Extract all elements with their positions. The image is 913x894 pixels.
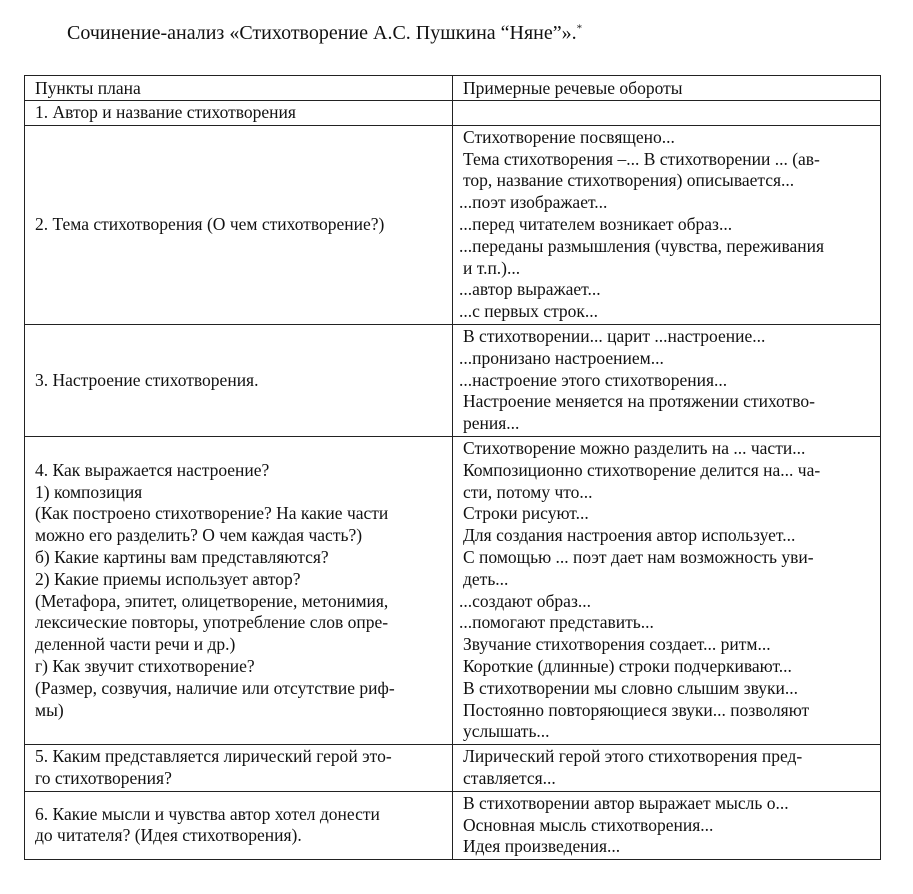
phrase-line: ...пронизано настроением... <box>459 347 664 368</box>
plan-item-line: 2. Тема стихотворения (О чем стихотворение?) <box>35 213 385 234</box>
plan-item-cell <box>25 791 453 859</box>
plan-item-line: до читателя? (Идея стихотворения). <box>35 825 302 846</box>
phrases-cell <box>453 125 881 324</box>
column-header-phrases: Примерные речевые обороты <box>453 76 881 101</box>
phrase-line: Идея произведения... <box>463 836 621 857</box>
phrase-line: С помощью ... поэт дает нам возможность уви- <box>463 546 814 567</box>
phrase-line: Звучание стихотворения создает... ритм... <box>463 634 771 655</box>
plan-item-line: го стихотворения? <box>35 767 172 788</box>
phrase-line: деть... <box>463 568 509 589</box>
plan-item-line: 5. Каким представляется лирический герой это- <box>35 746 392 767</box>
phrase-line: ставляется... <box>463 767 556 788</box>
plan-item-cell <box>25 436 453 744</box>
table-row <box>25 745 881 792</box>
plan-item-line: лексические повторы, употребление слов опре- <box>35 612 389 633</box>
plan-item-line: б) Какие картины вам представляются? <box>35 546 329 567</box>
document-title <box>67 20 582 46</box>
plan-item-line: деленной части речи и др.) <box>35 634 236 655</box>
phrase-line: Тема стихотворения –... В стихотворении ... (ав- <box>463 148 820 169</box>
phrase-line: ...с первых строк... <box>459 301 599 322</box>
phrase-line: Стихотворение можно разделить на ... части... <box>463 437 806 458</box>
plan-item-line: (Размер, созвучия, наличие или отсутствие риф- <box>35 677 395 698</box>
table-row <box>25 324 881 436</box>
phrase-line: рения... <box>463 413 520 434</box>
phrase-line: Стихотворение посвящено... <box>463 126 675 147</box>
phrase-line: ...создают образ... <box>459 590 591 611</box>
phrase-line: тор, название стихотворения) описывается... <box>463 170 795 191</box>
plan-table <box>24 75 881 860</box>
footnote-mark: * <box>576 22 583 35</box>
plan-item-line: (Метафора, эпитет, олицетворение, метонимия, <box>35 590 389 611</box>
plan-item-line: 6. Какие мысли и чувства автор хотел донести <box>35 803 380 824</box>
plan-item-line: 1) композиция <box>35 481 143 502</box>
plan-item-line: можно его разделить? О чем каждая часть?) <box>35 525 363 546</box>
phrase-line: ...настроение этого стихотворения... <box>459 369 728 390</box>
plan-item-cell <box>25 125 453 324</box>
phrase-line: ...перед читателем возникает образ... <box>459 213 733 234</box>
plan-item-cell <box>25 101 453 126</box>
phrase-line: Основная мысль стихотворения... <box>463 814 714 835</box>
phrase-line: и т.п.)... <box>463 257 521 278</box>
phrases-cell <box>453 101 881 126</box>
table-row <box>25 101 881 126</box>
phrases-cell <box>453 436 881 744</box>
phrase-line: Лирический герой этого стихотворения пред- <box>463 746 803 767</box>
phrases-cell <box>453 324 881 436</box>
column-header-plan: Пункты плана <box>25 76 453 101</box>
plan-item-line: (Как построено стихотворение? На какие части <box>35 503 389 524</box>
phrase-line: Строки рисуют... <box>463 503 589 524</box>
phrase-line: Для создания настроения автор использует... <box>463 525 796 546</box>
plan-item-cell <box>25 324 453 436</box>
plan-item-line: 1. Автор и название стихотворения <box>35 102 296 122</box>
phrases-cell <box>453 791 881 859</box>
table-header-row <box>25 76 881 101</box>
phrase-line: В стихотворении мы словно слышим звуки... <box>463 677 799 698</box>
phrase-line: В стихотворении автор выражает мысль о... <box>463 792 789 813</box>
title-text: Сочинение-анализ «Стихотворение А.С. Пушкина “Няне”». <box>67 22 577 44</box>
phrase-line: ...автор выражает... <box>459 279 601 300</box>
phrase-line: сти, потому что... <box>463 481 593 502</box>
phrase-line: Постоянно повторяющиеся звуки... позволяют <box>463 699 810 720</box>
table-row <box>25 791 881 859</box>
plan-item-cell <box>25 745 453 792</box>
table-row <box>25 436 881 744</box>
plan-item-line: мы) <box>35 699 64 720</box>
phrase-line: услышать... <box>463 721 550 742</box>
plan-item-line: 3. Настроение стихотворения. <box>35 369 259 390</box>
table-body <box>25 101 881 860</box>
phrases-cell <box>453 745 881 792</box>
phrase-line: Композиционно стихотворение делится на... ча- <box>463 459 821 480</box>
phrase-line: ...поэт изображает... <box>459 192 608 213</box>
plan-item-line: 2) Какие приемы использует автор? <box>35 568 301 589</box>
phrase-line: Настроение меняется на протяжении стихотво- <box>463 391 815 412</box>
plan-item-line: 4. Как выражается настроение? <box>35 459 270 480</box>
phrase-line: Короткие (длинные) строки подчеркивают... <box>463 655 792 676</box>
plan-item-line: г) Как звучит стихотворение? <box>35 655 255 676</box>
phrase-line: ...помогают представить... <box>459 612 654 633</box>
table-row <box>25 125 881 324</box>
phrase-line: ...переданы размышления (чувства, переживания <box>459 235 825 256</box>
phrase-line: В стихотворении... царит ...настроение... <box>463 325 766 346</box>
